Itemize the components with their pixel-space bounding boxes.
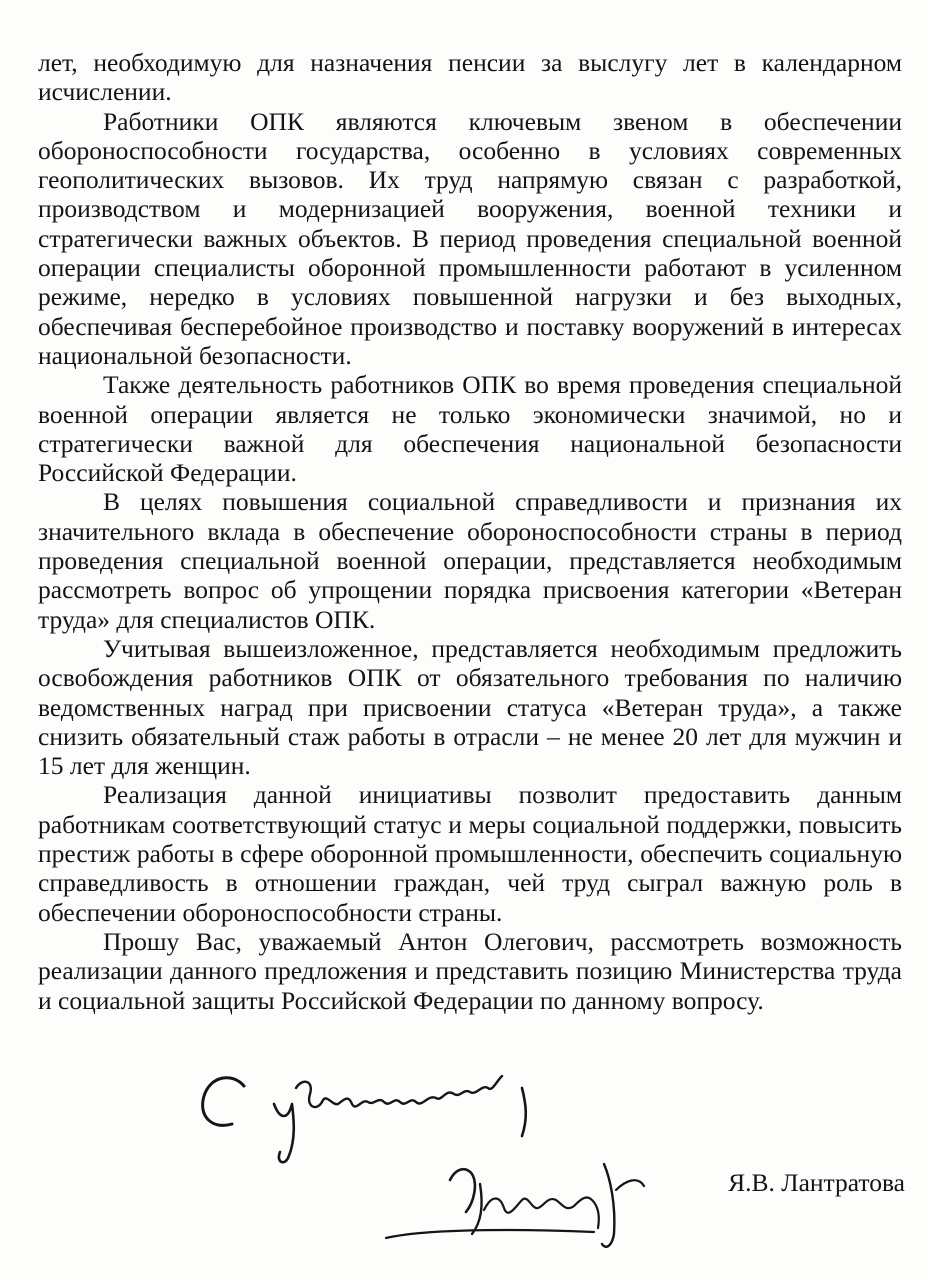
paragraph-veteran-category: В целях повышения социальной справедливости и признания их значительного вклада в обеспечение обороноспособности страны в период проведения специальной военной операции, представляется необходимым рассмотреть вопрос об упрощении порядка присвоения категории «Ветеран труда» для специалистов ОПК.	[38, 487, 902, 634]
paragraph-opk-role: Работники ОПК являются ключевым звеном в обеспечении обороноспособности государства, особенно в условиях современных геополитических вызовов. Их труд напрямую связан с разработкой, производством и модернизацией вооружения, военной техники и стратегически важных объектов. В период проведения специальной военной операции специалисты оборонной промышленности работают в усиленном режиме, нередко в условиях повышенной нагрузки и без выходных, обеспечивая бесперебойное производство и поставку вооружений в интересах национальной безопасности.	[38, 106, 902, 370]
paragraph-proposal: Учитывая вышеизложенное, представляется необходимым предложить освобождения работников ОПК от обязательного требования по наличию ведомственных наград при присвоении статуса «Ветеран труда», а также снизить обязательный стаж работы в отрасли – не менее 20 лет для мужчин и 15 лет для женщин.	[38, 633, 902, 781]
letter-body	[38, 48, 902, 1015]
paragraph-continuation: лет, необходимую для назначения пенсии за выслугу лет в календарном исчислении.	[38, 48, 902, 107]
paragraph-benefits: Реализация данной инициативы позволит предоставить данным работникам соответствующий статус и меры социальной поддержки, повысить престиж работы в сфере оборонной промышленности, обеспечить социальную справедливость в отношении граждан, чей труд сыграл важную роль в обеспечении обороноспособности страны.	[38, 780, 902, 927]
handwritten-signature	[380, 1150, 660, 1255]
paragraph-strategic-importance: Также деятельность работников ОПК во время проведения специальной военной операции является не только экономически значимой, но и стратегически важной для обеспечения национальной безопасности Российской Федерации.	[38, 370, 902, 488]
paragraph-request: Прошу Вас, уважаемый Антон Олегович, рассмотреть возможность реализации данного предложения и представить позицию Министерства труда и социальной защиты Российской Федерации по данному вопросу.	[38, 926, 902, 1015]
signer-name: Я.В. Лантратова	[728, 1168, 905, 1197]
